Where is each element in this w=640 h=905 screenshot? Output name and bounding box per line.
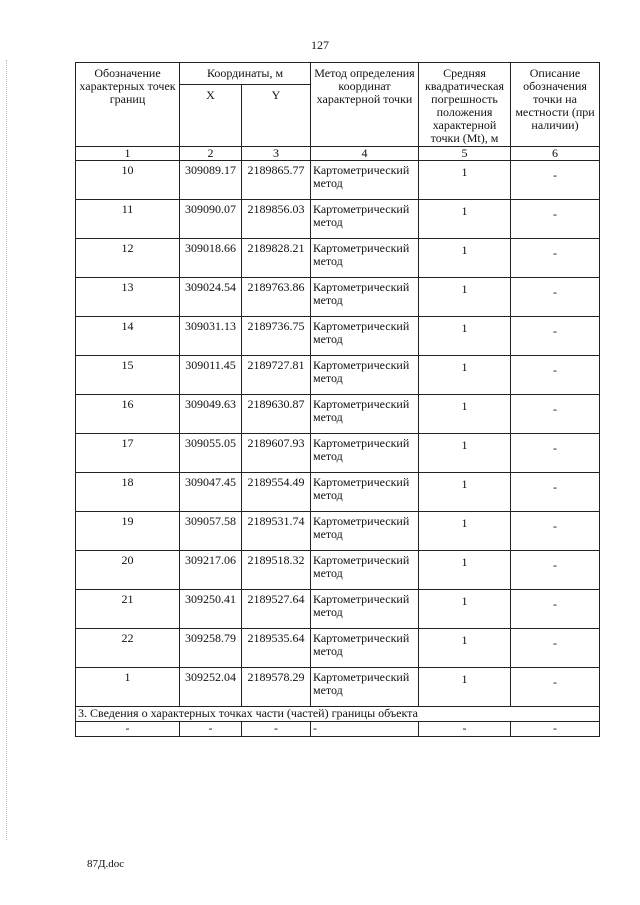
method: Картометрический метод <box>311 200 419 239</box>
point-id: 17 <box>76 434 180 473</box>
method: Картометрический метод <box>311 629 419 668</box>
method: Картометрический метод <box>311 278 419 317</box>
table-row <box>76 551 600 590</box>
coord-x: 309055.05 <box>180 434 242 473</box>
coord-x: 309018.66 <box>180 239 242 278</box>
error-mt: 1 <box>419 200 511 239</box>
coord-y: 2189527.64 <box>242 590 311 629</box>
description: - <box>511 200 600 239</box>
table-row <box>76 473 600 512</box>
method: Картометрический метод <box>311 161 419 200</box>
scan-edge-line <box>6 60 7 840</box>
column-number: 5 <box>419 147 511 161</box>
header-method: Метод определения координат характерной точки <box>311 63 419 147</box>
table-row <box>76 161 600 200</box>
error-mt: 1 <box>419 629 511 668</box>
header-error: Средняя квадратическая погрешность положения характерной точки (Mt), м <box>419 63 511 147</box>
column-number: 3 <box>242 147 311 161</box>
point-id: 18 <box>76 473 180 512</box>
description: - <box>511 590 600 629</box>
method: Картометрический метод <box>311 317 419 356</box>
coord-x: 309252.04 <box>180 668 242 707</box>
empty-cell: - <box>180 722 242 737</box>
coord-x: 309049.63 <box>180 395 242 434</box>
table-row <box>76 512 600 551</box>
coord-y: 2189828.21 <box>242 239 311 278</box>
point-id: 21 <box>76 590 180 629</box>
table-row <box>76 629 600 668</box>
coord-x: 309031.13 <box>180 317 242 356</box>
table-row <box>76 356 600 395</box>
section-title: 3. Сведения о характерных точках части (частей) границы объекта <box>76 707 600 722</box>
column-number: 4 <box>311 147 419 161</box>
header-y: Y <box>242 85 311 147</box>
point-id: 22 <box>76 629 180 668</box>
description: - <box>511 317 600 356</box>
point-id: 11 <box>76 200 180 239</box>
description: - <box>511 278 600 317</box>
coord-x: 309217.06 <box>180 551 242 590</box>
coord-y: 2189518.32 <box>242 551 311 590</box>
coord-y: 2189554.49 <box>242 473 311 512</box>
method: Картометрический метод <box>311 668 419 707</box>
method: Картометрический метод <box>311 356 419 395</box>
method: Картометрический метод <box>311 239 419 278</box>
error-mt: 1 <box>419 356 511 395</box>
point-id: 15 <box>76 356 180 395</box>
coord-y: 2189531.74 <box>242 512 311 551</box>
table-row <box>76 395 600 434</box>
description: - <box>511 473 600 512</box>
empty-cell: - <box>76 722 180 737</box>
coord-y: 2189763.86 <box>242 278 311 317</box>
method: Картометрический метод <box>311 434 419 473</box>
column-number: 6 <box>511 147 600 161</box>
coord-y: 2189630.87 <box>242 395 311 434</box>
point-id: 16 <box>76 395 180 434</box>
description: - <box>511 161 600 200</box>
coord-x: 309090.07 <box>180 200 242 239</box>
point-id: 1 <box>76 668 180 707</box>
coord-y: 2189578.29 <box>242 668 311 707</box>
empty-cell: - <box>511 722 600 737</box>
table-row <box>76 317 600 356</box>
header-x: X <box>180 85 242 147</box>
error-mt: 1 <box>419 473 511 512</box>
method: Картометрический метод <box>311 590 419 629</box>
table-row <box>76 278 600 317</box>
section-heading-row <box>76 707 600 722</box>
method: Картометрический метод <box>311 395 419 434</box>
coord-y: 2189856.03 <box>242 200 311 239</box>
coord-y: 2189727.81 <box>242 356 311 395</box>
coord-y: 2189535.64 <box>242 629 311 668</box>
point-id: 19 <box>76 512 180 551</box>
table-row <box>76 590 600 629</box>
error-mt: 1 <box>419 239 511 278</box>
coord-y: 2189736.75 <box>242 317 311 356</box>
coord-x: 309011.45 <box>180 356 242 395</box>
table-row <box>76 434 600 473</box>
description: - <box>511 512 600 551</box>
table-row <box>76 668 600 707</box>
error-mt: 1 <box>419 434 511 473</box>
header-description: Описание обозначения точки на местности (при наличии) <box>511 63 600 147</box>
coordinates-table <box>75 62 600 737</box>
error-mt: 1 <box>419 278 511 317</box>
method: Картометрический метод <box>311 551 419 590</box>
method: Картометрический метод <box>311 473 419 512</box>
coord-y: 2189865.77 <box>242 161 311 200</box>
point-id: 14 <box>76 317 180 356</box>
empty-cell: - <box>419 722 511 737</box>
page-number: 127 <box>311 38 329 52</box>
coord-x: 309258.79 <box>180 629 242 668</box>
column-number: 2 <box>180 147 242 161</box>
description: - <box>511 434 600 473</box>
description: - <box>511 395 600 434</box>
error-mt: 1 <box>419 317 511 356</box>
empty-row <box>76 722 600 737</box>
description: - <box>511 551 600 590</box>
description: - <box>511 239 600 278</box>
point-id: 13 <box>76 278 180 317</box>
error-mt: 1 <box>419 161 511 200</box>
header-coordinates: Координаты, м <box>180 63 311 85</box>
table-row <box>76 200 600 239</box>
header-point: Обозначение характерных точек границ <box>76 63 180 147</box>
point-id: 12 <box>76 239 180 278</box>
description: - <box>511 629 600 668</box>
coord-x: 309024.54 <box>180 278 242 317</box>
coord-x: 309250.41 <box>180 590 242 629</box>
table-row <box>76 239 600 278</box>
description: - <box>511 668 600 707</box>
column-number: 1 <box>76 147 180 161</box>
point-id: 20 <box>76 551 180 590</box>
coord-y: 2189607.93 <box>242 434 311 473</box>
coord-x: 309089.17 <box>180 161 242 200</box>
footer-filename: 87Д.doc <box>87 858 125 870</box>
point-id: 10 <box>76 161 180 200</box>
description: - <box>511 356 600 395</box>
coord-x: 309047.45 <box>180 473 242 512</box>
method: Картометрический метод <box>311 512 419 551</box>
coord-x: 309057.58 <box>180 512 242 551</box>
error-mt: 1 <box>419 551 511 590</box>
empty-cell: - <box>311 722 419 737</box>
error-mt: 1 <box>419 590 511 629</box>
error-mt: 1 <box>419 512 511 551</box>
error-mt: 1 <box>419 395 511 434</box>
empty-cell: - <box>242 722 311 737</box>
error-mt: 1 <box>419 668 511 707</box>
